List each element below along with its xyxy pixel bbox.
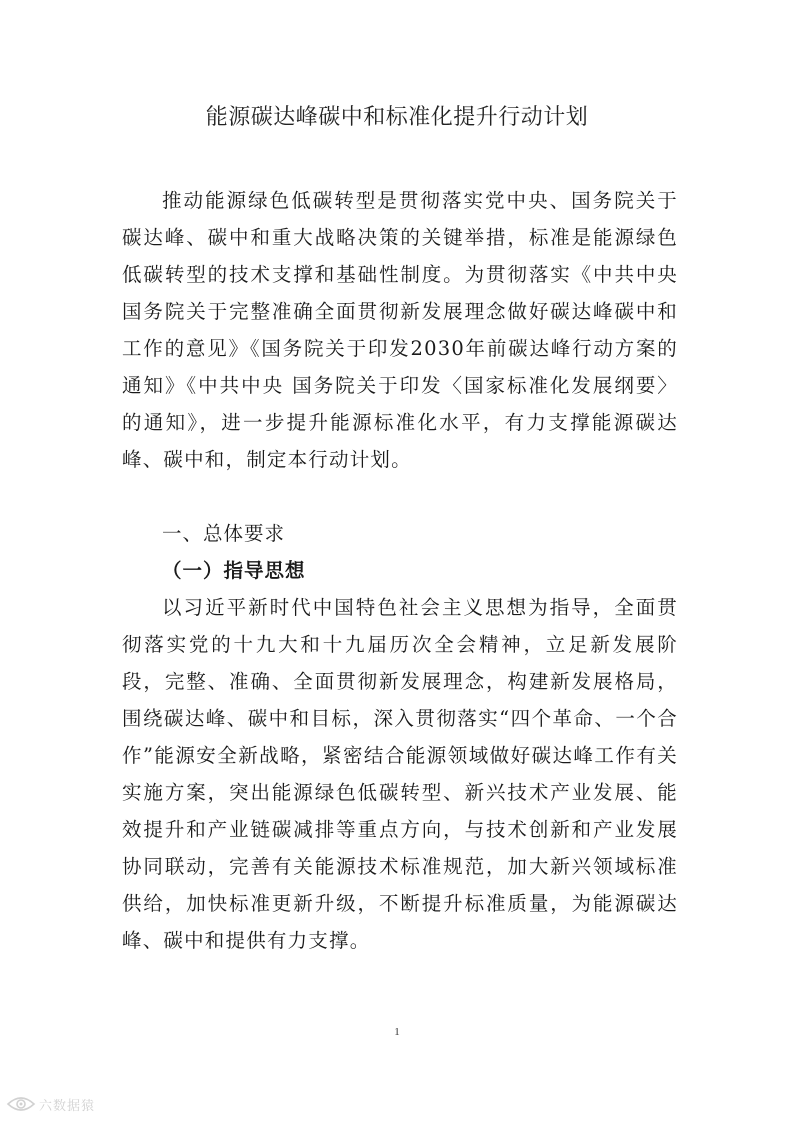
document-title: 能源碳达峰碳中和标准化提升行动计划 (205, 105, 589, 130)
page-number: 1 (394, 1026, 400, 1038)
intro-paragraph: 推动能源绿色低碳转型是贯彻落实党中央、国务院关于碳达峰、碳中和重大战略决策的关键举措，标准是能源绿色低碳转型的技术支撑和基础性制度。为贯彻落实《中共中央 国务院关于完整准确全面贯彻新发展理念做好碳达峰碳中和工作的意见》《国务院关于印发2030年前碳达峰行动方案的通知》《中共中央 国务院关于印发〈国家标准化发展纲要〉的通知》，进一步提升能源标准化水平，有力支撑能源碳达峰、碳中和，制定本行动计划。 (122, 189, 678, 471)
watermark-text: 六数据猿 (39, 1098, 96, 1114)
guiding-paragraph: 以习近平新时代中国特色社会主义思想为指导，全面贯彻落实党的十九大和十九届历次全会精神，立足新发展阶段，完整、准确、全面贯彻新发展理念，构建新发展格局，围绕碳达峰、碳中和目标，深入贯彻落实“四个革命、一个合作”能源安全新战略，紧密结合能源领域做好碳达峰工作有关实施方案，突出能源绿色低碳转型、新兴技术产业发展、能效提升和产业链碳减排等重点方向，与技术创新和产业发展协同联动，完善有关能源技术标准规范，加大新兴领域标准供给，加快标准更新升级，不断提升标准质量，为能源碳达峰、碳中和提供有力支撑。 (122, 596, 678, 952)
subsection-heading: （一）指导思想 (162, 559, 306, 582)
section-heading: 一、总体要求 (162, 522, 286, 545)
watermark (6, 1094, 95, 1114)
eye-logo-icon (6, 1094, 36, 1114)
